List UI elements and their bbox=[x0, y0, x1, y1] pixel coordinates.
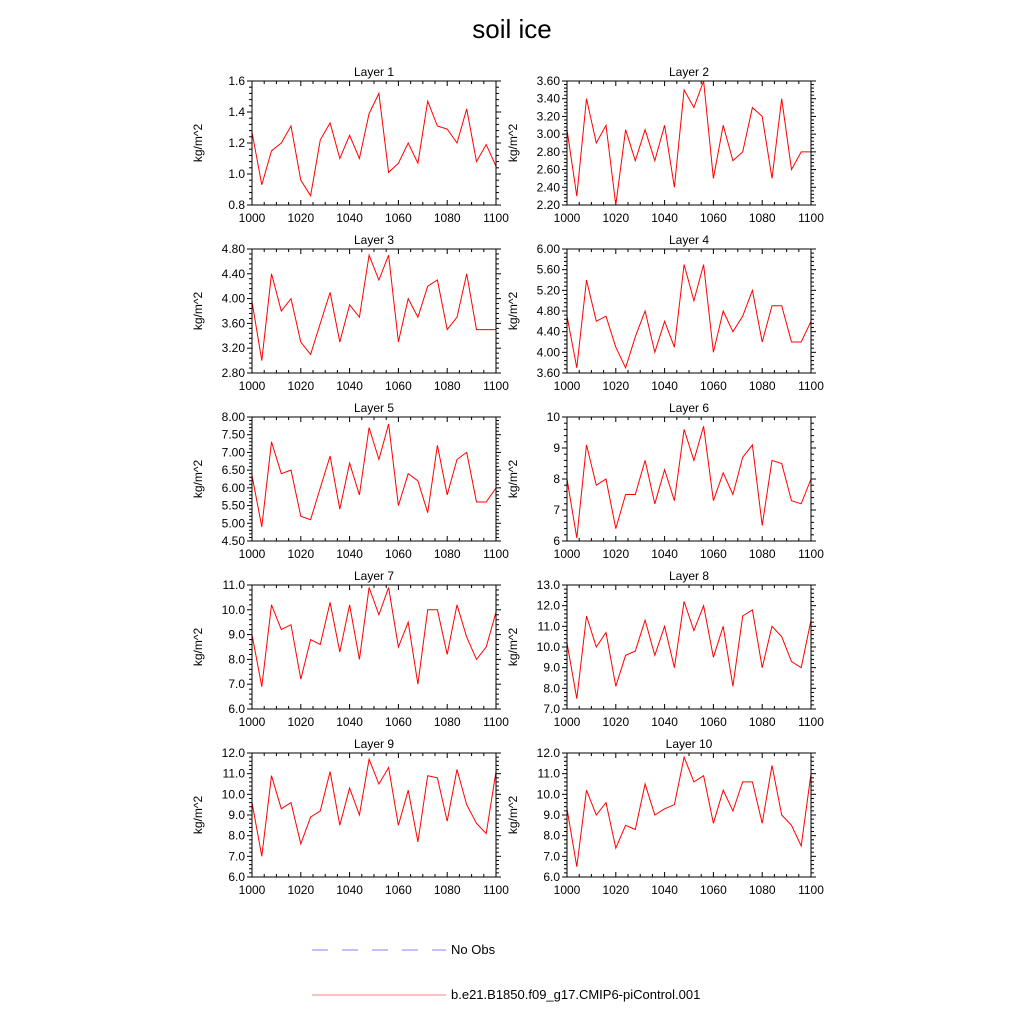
panel-2 bbox=[506, 65, 824, 225]
y-tick-label: 8 bbox=[553, 472, 560, 486]
x-tick-label: 1100 bbox=[483, 883, 509, 897]
x-tick-label: 1040 bbox=[336, 379, 363, 393]
x-tick-label: 1020 bbox=[287, 211, 315, 225]
plot-frame bbox=[567, 417, 811, 541]
y-tick-label: 5.50 bbox=[221, 498, 245, 513]
y-tick-label: 9.0 bbox=[228, 627, 245, 642]
y-tick-label: 10.0 bbox=[536, 640, 560, 654]
y-axis-label: kg/m^2 bbox=[191, 291, 205, 331]
y-tick-label: 4.80 bbox=[221, 242, 245, 256]
plot-frame bbox=[252, 585, 496, 709]
plot-frame bbox=[567, 585, 811, 709]
x-tick-label: 1060 bbox=[385, 715, 412, 729]
y-tick-label: 3.60 bbox=[536, 74, 560, 88]
series-line bbox=[252, 424, 496, 527]
y-tick-label: 4.50 bbox=[221, 534, 245, 548]
legend-label-model: b.e21.B1850.f09_g17.CMIP6-piControl.001 bbox=[451, 987, 701, 1002]
y-tick-label: 12.0 bbox=[536, 746, 560, 760]
x-tick-label: 1080 bbox=[433, 211, 461, 225]
y-tick-label: 1.2 bbox=[228, 136, 245, 150]
x-tick-label: 1100 bbox=[483, 211, 509, 225]
x-tick-label: 1080 bbox=[748, 715, 776, 729]
plot-frame bbox=[567, 249, 811, 373]
y-tick-label: 9.0 bbox=[543, 660, 560, 675]
y-tick-label: 6.00 bbox=[536, 242, 560, 256]
y-tick-label: 3.20 bbox=[536, 109, 560, 124]
x-tick-label: 1060 bbox=[385, 883, 412, 897]
x-tick-label: 1040 bbox=[651, 883, 678, 897]
panel-8 bbox=[506, 569, 824, 729]
y-tick-label: 3.20 bbox=[221, 341, 245, 356]
y-tick-label: 8.0 bbox=[228, 828, 245, 843]
y-tick-label: 1.0 bbox=[228, 167, 245, 181]
y-tick-label: 1.4 bbox=[228, 105, 245, 119]
y-tick-label: 2.80 bbox=[221, 366, 245, 380]
y-tick-label: 6 bbox=[553, 534, 560, 548]
x-tick-label: 1020 bbox=[287, 883, 315, 897]
y-tick-label: 11.0 bbox=[537, 619, 560, 634]
y-tick-label: 2.80 bbox=[536, 144, 560, 159]
y-tick-label: 11.0 bbox=[222, 766, 245, 781]
y-tick-label: 3.60 bbox=[221, 316, 245, 331]
y-tick-label: 3.40 bbox=[536, 91, 560, 106]
y-tick-label: 5.20 bbox=[536, 283, 560, 298]
y-tick-label: 7.0 bbox=[228, 677, 245, 692]
x-tick-label: 1020 bbox=[602, 379, 630, 393]
x-tick-label: 1100 bbox=[483, 379, 509, 393]
panel-1 bbox=[191, 65, 509, 225]
y-tick-label: 2.40 bbox=[536, 180, 560, 195]
y-tick-label: 8.0 bbox=[543, 681, 560, 696]
y-tick-label: 13.0 bbox=[536, 578, 560, 592]
x-tick-label: 1060 bbox=[700, 715, 727, 729]
y-tick-label: 7.0 bbox=[543, 702, 560, 716]
x-tick-label: 1000 bbox=[553, 715, 581, 729]
y-tick-label: 7 bbox=[553, 503, 560, 517]
y-tick-label: 10.0 bbox=[536, 787, 560, 802]
y-tick-label: 10.0 bbox=[221, 787, 245, 802]
x-tick-label: 1000 bbox=[238, 211, 266, 225]
x-tick-label: 1040 bbox=[651, 211, 678, 225]
x-tick-label: 1040 bbox=[336, 211, 363, 225]
x-tick-label: 1060 bbox=[385, 379, 412, 393]
x-tick-label: 1040 bbox=[336, 715, 363, 729]
y-tick-label: 9.0 bbox=[543, 808, 560, 822]
panel-title: Layer 1 bbox=[353, 65, 395, 79]
panel-3 bbox=[191, 233, 509, 393]
x-tick-label: 1060 bbox=[385, 211, 412, 225]
x-tick-label: 1080 bbox=[748, 379, 776, 393]
x-tick-label: 1040 bbox=[651, 715, 678, 729]
y-tick-label: 7.00 bbox=[221, 445, 245, 460]
series-line bbox=[252, 255, 496, 360]
y-tick-label: 5.60 bbox=[536, 262, 560, 277]
x-tick-label: 1100 bbox=[798, 211, 824, 225]
x-tick-label: 1060 bbox=[700, 547, 727, 561]
x-tick-label: 1040 bbox=[336, 883, 363, 897]
y-tick-label: 7.0 bbox=[228, 849, 245, 864]
x-tick-label: 1100 bbox=[798, 883, 824, 897]
panel-title: Layer 4 bbox=[668, 233, 710, 247]
y-tick-label: 7.50 bbox=[221, 427, 245, 442]
y-axis-label: kg/m^2 bbox=[506, 291, 520, 331]
x-tick-label: 1080 bbox=[748, 211, 776, 225]
y-tick-label: 6.00 bbox=[221, 480, 245, 495]
x-tick-label: 1000 bbox=[553, 211, 581, 225]
y-tick-label: 2.20 bbox=[536, 198, 560, 212]
x-tick-label: 1000 bbox=[238, 547, 266, 561]
x-tick-label: 1060 bbox=[700, 883, 727, 897]
panel-title: Layer 6 bbox=[668, 401, 710, 415]
series-line bbox=[252, 93, 496, 195]
y-tick-label: 6.50 bbox=[221, 463, 245, 478]
y-tick-label: 2.60 bbox=[536, 162, 560, 177]
x-tick-label: 1100 bbox=[798, 379, 824, 393]
panel-7 bbox=[191, 569, 509, 729]
plot-frame bbox=[252, 417, 496, 541]
series-line bbox=[567, 602, 811, 699]
series-line bbox=[252, 759, 496, 856]
y-tick-label: 9 bbox=[553, 441, 560, 455]
x-tick-label: 1000 bbox=[553, 547, 581, 561]
plot-frame bbox=[567, 753, 811, 877]
x-tick-label: 1000 bbox=[553, 883, 581, 897]
y-tick-label: 8.0 bbox=[543, 828, 560, 843]
legend-label-no-obs: No Obs bbox=[451, 942, 496, 957]
x-tick-label: 1060 bbox=[385, 547, 412, 561]
x-tick-label: 1100 bbox=[483, 547, 509, 561]
x-tick-label: 1100 bbox=[798, 715, 824, 729]
y-tick-label: 1.6 bbox=[228, 74, 245, 88]
x-tick-label: 1100 bbox=[483, 715, 509, 729]
series-line bbox=[567, 426, 811, 538]
panel-title: Layer 2 bbox=[668, 65, 710, 79]
y-tick-label: 7.0 bbox=[543, 849, 560, 864]
y-tick-label: 4.40 bbox=[221, 266, 245, 281]
x-tick-label: 1040 bbox=[651, 379, 678, 393]
panel-title: Layer 9 bbox=[353, 737, 395, 751]
panel-title: Layer 7 bbox=[353, 569, 395, 583]
x-tick-label: 1020 bbox=[602, 211, 630, 225]
panel-9 bbox=[191, 737, 509, 897]
panel-10 bbox=[506, 737, 824, 897]
x-tick-label: 1000 bbox=[238, 715, 266, 729]
panel-title: Layer 10 bbox=[665, 737, 713, 751]
x-tick-label: 1020 bbox=[602, 883, 630, 897]
panel-4 bbox=[506, 233, 824, 393]
y-axis-label: kg/m^2 bbox=[191, 123, 205, 163]
y-tick-label: 9.0 bbox=[228, 808, 245, 822]
y-tick-label: 3.60 bbox=[536, 366, 560, 380]
x-tick-label: 1080 bbox=[433, 379, 461, 393]
x-tick-label: 1060 bbox=[700, 211, 727, 225]
y-tick-label: 10.0 bbox=[221, 602, 245, 617]
plot-frame bbox=[252, 81, 496, 205]
panel-title: Layer 3 bbox=[353, 233, 395, 247]
y-tick-label: 0.8 bbox=[228, 198, 245, 212]
y-tick-label: 4.80 bbox=[536, 304, 560, 318]
y-tick-label: 11.0 bbox=[222, 578, 245, 592]
x-tick-label: 1060 bbox=[700, 379, 727, 393]
y-tick-label: 6.0 bbox=[543, 870, 560, 884]
y-axis-label: kg/m^2 bbox=[506, 795, 520, 835]
figure-title: soil ice bbox=[472, 14, 552, 44]
y-tick-label: 6.0 bbox=[228, 702, 245, 716]
y-tick-label: 12.0 bbox=[536, 598, 560, 613]
y-tick-label: 4.40 bbox=[536, 324, 560, 339]
y-tick-label: 6.0 bbox=[228, 870, 245, 884]
panel-5 bbox=[191, 401, 509, 561]
series-line bbox=[567, 757, 811, 867]
x-tick-label: 1040 bbox=[336, 547, 363, 561]
x-tick-label: 1020 bbox=[602, 715, 630, 729]
y-tick-label: 3.00 bbox=[536, 127, 560, 142]
y-axis-label: kg/m^2 bbox=[191, 795, 205, 835]
y-tick-label: 11.0 bbox=[537, 766, 560, 781]
x-tick-label: 1080 bbox=[748, 547, 776, 561]
series-line bbox=[252, 588, 496, 687]
series-line bbox=[567, 81, 811, 205]
x-tick-label: 1080 bbox=[433, 547, 461, 561]
series-line bbox=[567, 265, 811, 368]
y-tick-label: 4.00 bbox=[221, 291, 245, 306]
x-tick-label: 1020 bbox=[287, 379, 315, 393]
panel-title: Layer 5 bbox=[353, 401, 395, 415]
y-axis-label: kg/m^2 bbox=[191, 627, 205, 667]
y-tick-label: 5.00 bbox=[221, 516, 245, 531]
y-axis-label: kg/m^2 bbox=[191, 459, 205, 499]
y-axis-label: kg/m^2 bbox=[506, 123, 520, 163]
x-tick-label: 1000 bbox=[553, 379, 581, 393]
x-tick-label: 1080 bbox=[748, 883, 776, 897]
y-axis-label: kg/m^2 bbox=[506, 459, 520, 499]
y-tick-label: 4.00 bbox=[536, 345, 560, 360]
x-tick-label: 1020 bbox=[287, 715, 315, 729]
panel-6 bbox=[506, 401, 824, 561]
x-tick-label: 1040 bbox=[651, 547, 678, 561]
y-tick-label: 10 bbox=[546, 410, 560, 424]
x-tick-label: 1080 bbox=[433, 715, 461, 729]
x-tick-label: 1020 bbox=[602, 547, 630, 561]
y-tick-label: 8.0 bbox=[228, 652, 245, 667]
y-tick-label: 8.00 bbox=[221, 410, 245, 424]
x-tick-label: 1100 bbox=[798, 547, 824, 561]
panel-title: Layer 8 bbox=[668, 569, 710, 583]
x-tick-label: 1000 bbox=[238, 379, 266, 393]
x-tick-label: 1080 bbox=[433, 883, 461, 897]
x-tick-label: 1020 bbox=[287, 547, 315, 561]
y-axis-label: kg/m^2 bbox=[506, 627, 520, 667]
x-tick-label: 1000 bbox=[238, 883, 266, 897]
y-tick-label: 12.0 bbox=[221, 746, 245, 760]
